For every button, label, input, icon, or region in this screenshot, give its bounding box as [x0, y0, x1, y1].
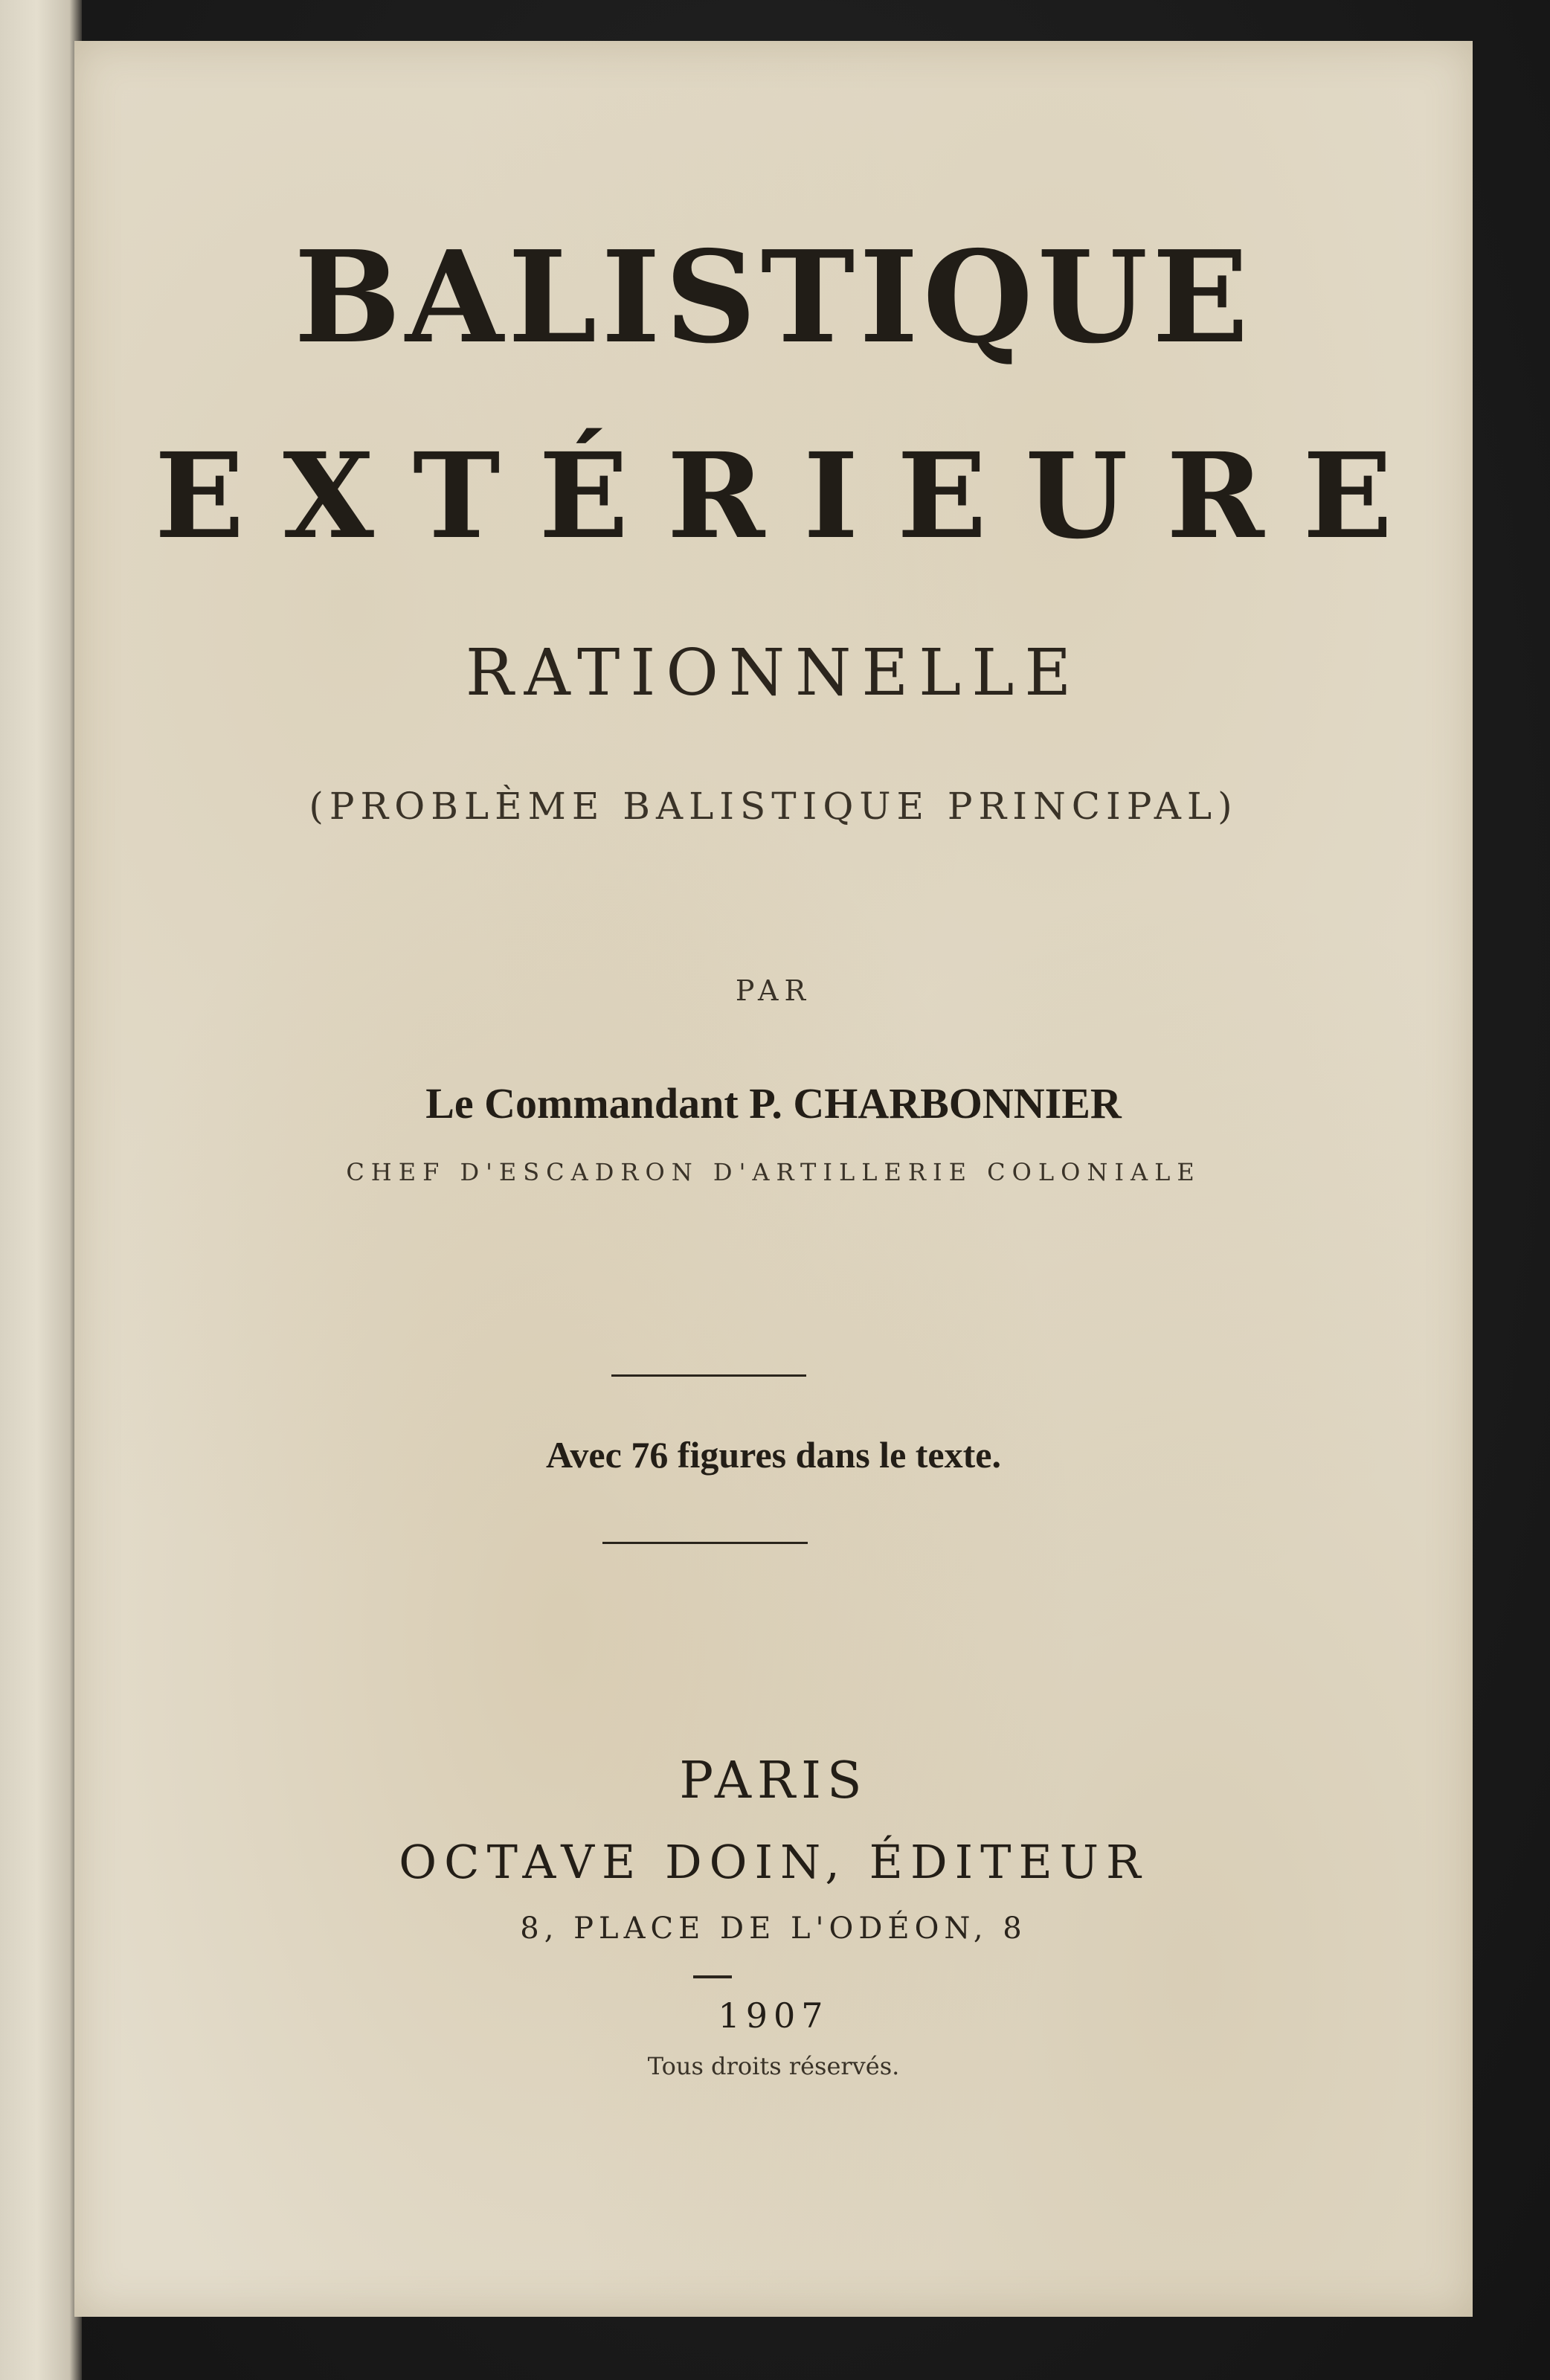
publisher-name: OCTAVE DOIN, ÉDITEUR — [399, 1835, 1148, 1889]
title-line-2: EXTÉRIEURE — [154, 428, 1432, 565]
subtitle: (PROBLÈME BALISTIQUE PRINCIPAL) — [309, 785, 1238, 828]
publication-year: 1907 — [718, 1995, 829, 2036]
rights-notice: Tous droits réservés. — [647, 2052, 900, 2080]
title-line-1: BALISTIQUE — [294, 223, 1253, 372]
author-name: Le Commandant P. CHARBONNIER — [425, 1079, 1122, 1128]
author-title: CHEF D'ESCADRON D'ARTILLERIE COLONIALE — [346, 1158, 1201, 1186]
divider-rule-top — [611, 1374, 806, 1377]
left-page-edge — [0, 0, 82, 2380]
publisher-address: 8, PLACE DE L'ODÉON, 8 — [520, 1911, 1027, 1946]
by-label: PAR — [735, 974, 812, 1007]
divider-rule-bottom — [602, 1542, 808, 1544]
publication-city: PARIS — [679, 1752, 868, 1810]
figures-note: Avec 76 figures dans le texte. — [546, 1434, 1001, 1476]
short-divider — [693, 1975, 732, 1978]
title-line-3: RATIONNELLE — [465, 636, 1082, 710]
title-page — [74, 41, 1473, 2317]
